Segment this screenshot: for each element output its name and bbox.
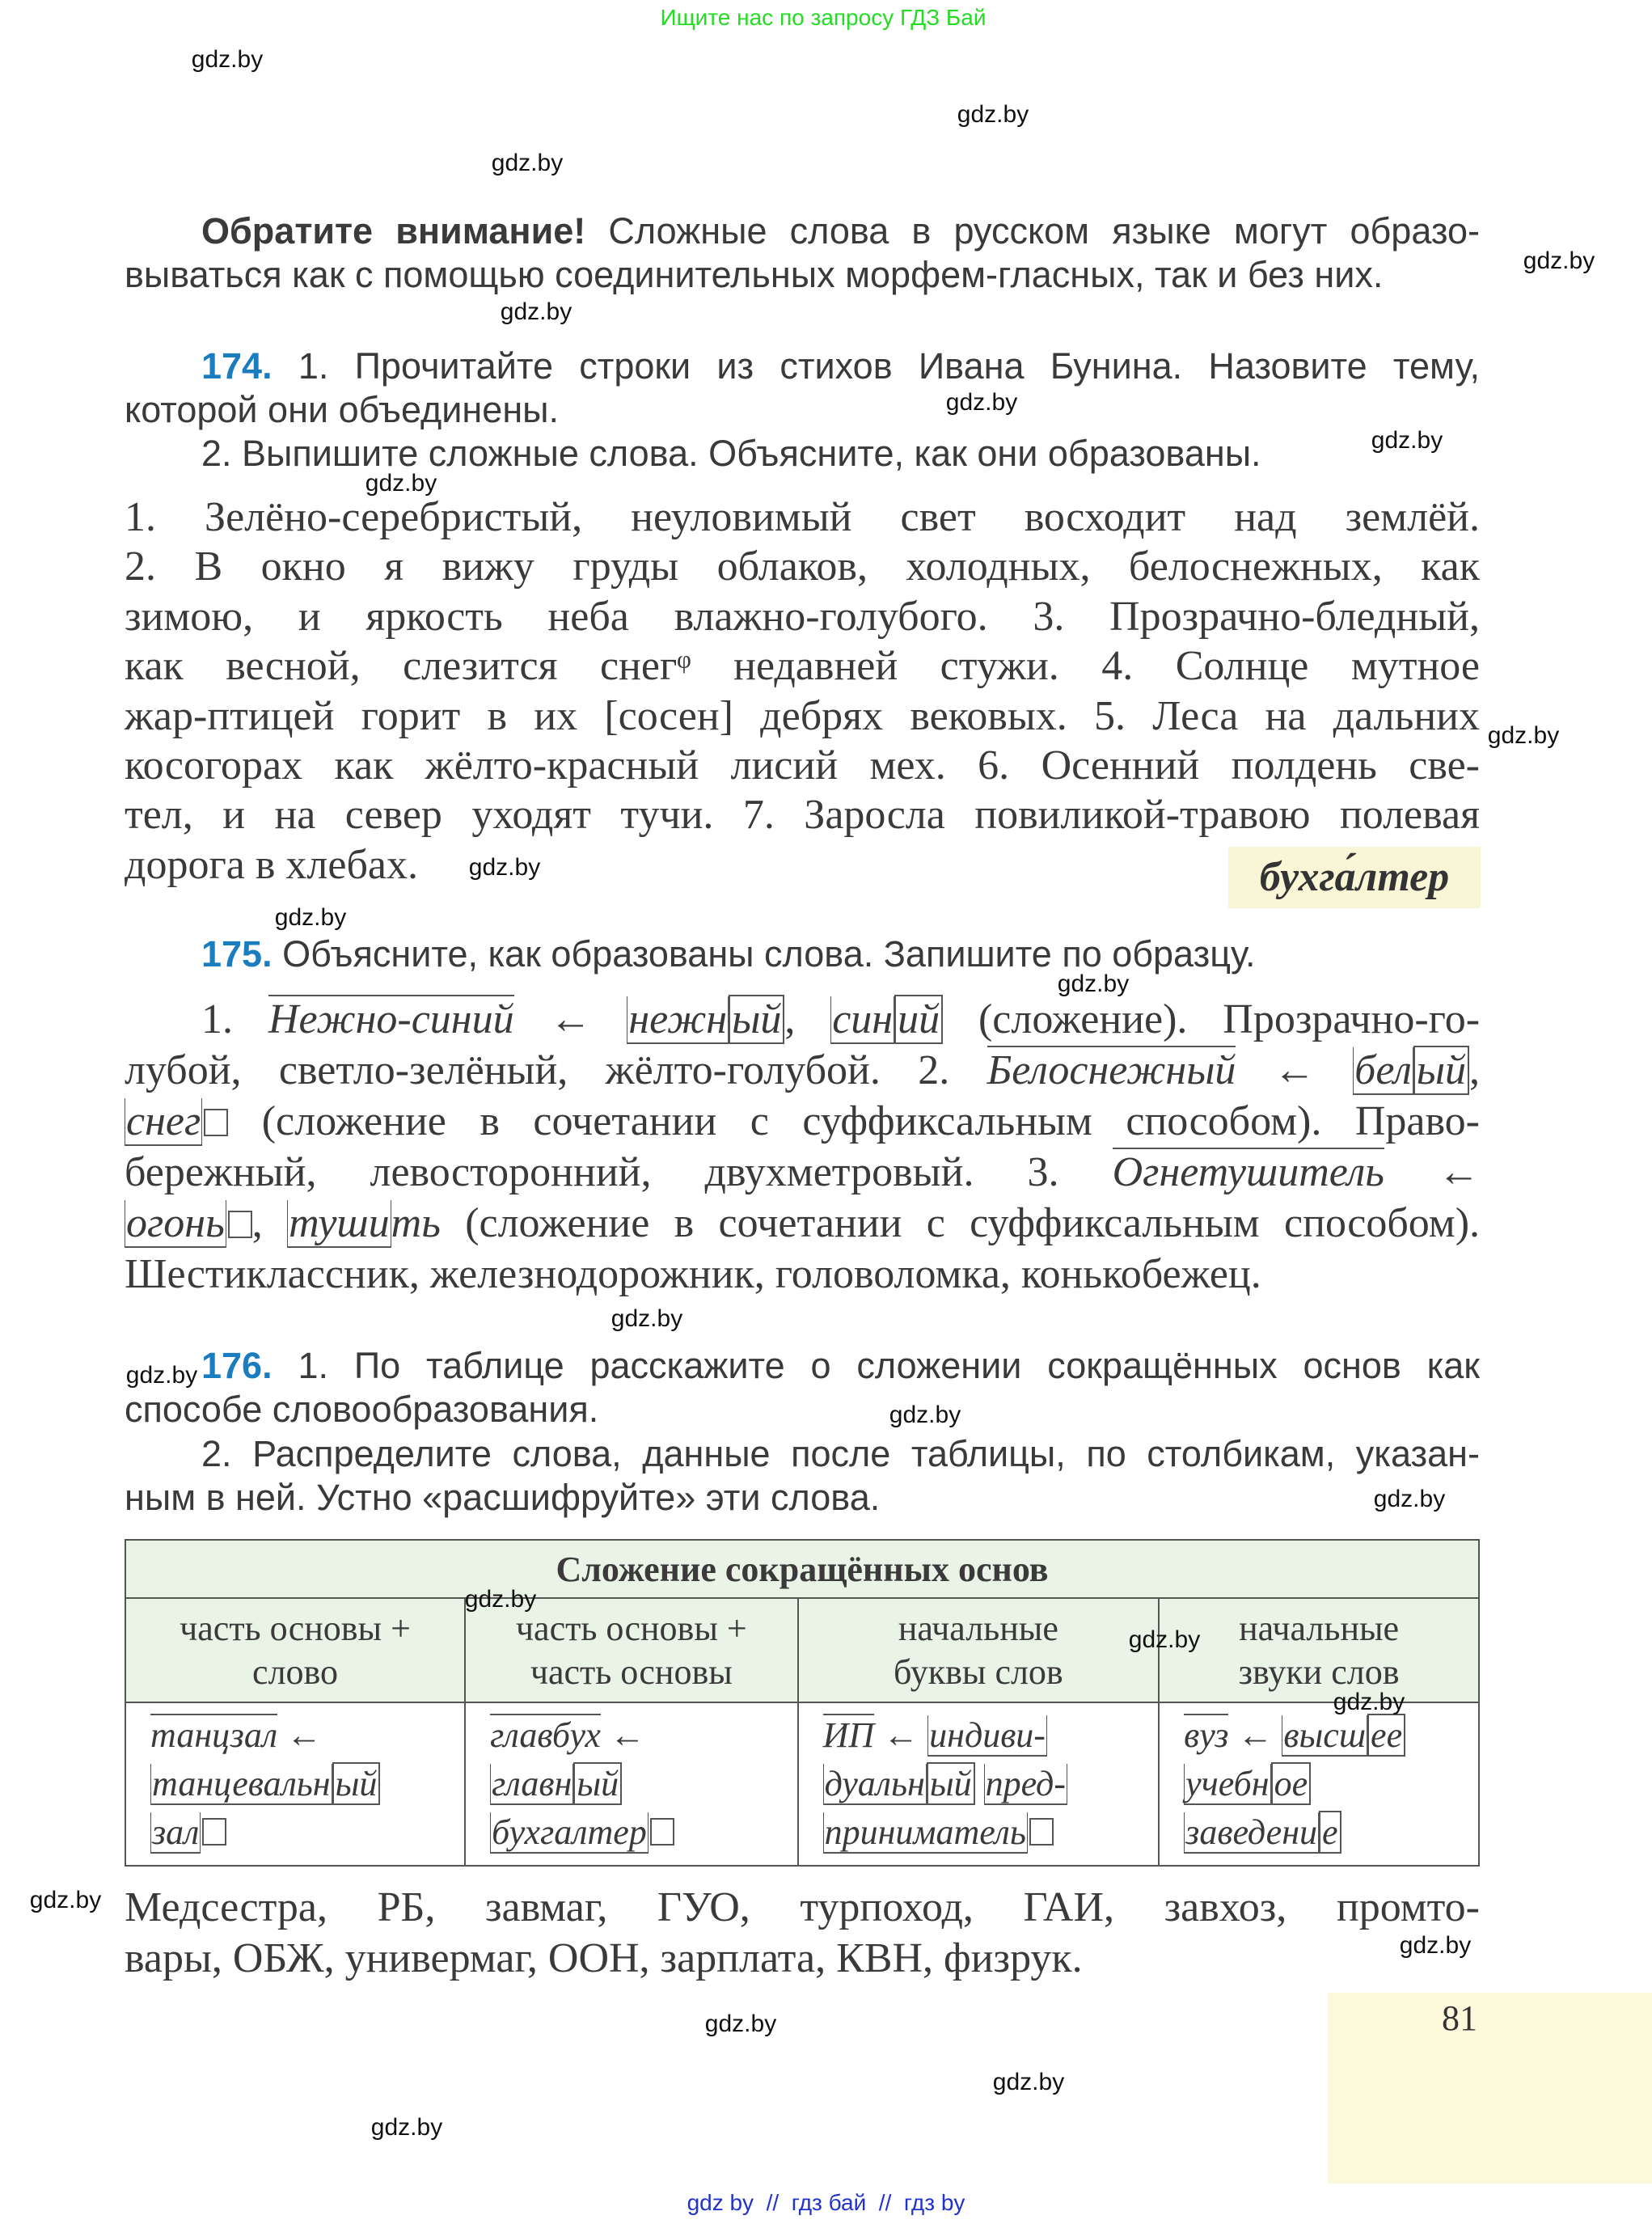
text: ← xyxy=(1236,1047,1354,1093)
table-cell xyxy=(1159,1702,1479,1866)
text: лубой, светло-зелёный, жёлто-голубой. 2. xyxy=(125,1047,987,1093)
watermark: gdz.by xyxy=(889,1402,961,1428)
note-bold: Обратите внимание! xyxy=(201,210,586,252)
word-root: заведени xyxy=(1185,1812,1318,1852)
note-line-2: вываться как с помощью соединительных морфем-гласных, так и без них. xyxy=(125,254,1384,295)
ex175-line xyxy=(125,1148,1480,1197)
word-ending: ое xyxy=(1271,1762,1312,1805)
poem-line: тел, и на север уходят тучи. 7. Заросла повиликой-травою полевая xyxy=(125,792,1480,839)
ex176-line-4: ным в ней. Устно «расшифруйте» эти слова. xyxy=(125,1477,881,1518)
text: Шестиклассник, железнодорожник, головоломка, конькобежец. xyxy=(125,1251,1261,1297)
exercise-number: 175. xyxy=(201,933,273,975)
column-header xyxy=(465,1598,798,1702)
page-number: 81 xyxy=(1442,1998,1477,2038)
table-header-row xyxy=(125,1598,1479,1702)
watermark: gdz.by xyxy=(1333,1689,1405,1715)
ex175-line xyxy=(125,1097,1480,1146)
watermark: gdz.by xyxy=(1371,427,1443,454)
table-cell xyxy=(125,1702,465,1866)
watermark: gdz.by xyxy=(1523,247,1595,274)
column-header-line: часть основы + xyxy=(515,1608,747,1648)
ex176-line-3: 2. Распределите слова, данные после таблицы, по столбикам, указан- xyxy=(201,1433,1480,1474)
cell-line xyxy=(150,1808,440,1857)
text: ← xyxy=(600,1715,645,1755)
column-header-line: буквы слов xyxy=(894,1651,1063,1692)
text: 1. xyxy=(201,996,268,1042)
column-header-line: слово xyxy=(252,1651,339,1692)
words-line-2: вары, ОБЖ, универмаг, ООН, зарплата, КВН, физрук. xyxy=(125,1935,1083,1981)
word-root: танцевальн xyxy=(152,1764,331,1803)
words-line-1: Медсестра, РБ, завмаг, ГУО, турпоход, ГАИ, завхоз, промто- xyxy=(125,1884,1480,1930)
column-header xyxy=(125,1598,465,1702)
compound-word: Огнетушитель xyxy=(1112,1149,1384,1195)
note-text: Сложные слова в русском языке могут образо- xyxy=(585,210,1480,252)
cell-line xyxy=(1184,1711,1454,1760)
exercise-number: 176. xyxy=(201,1345,273,1386)
text: ← xyxy=(874,1715,928,1755)
word-root: приниматель xyxy=(824,1812,1026,1852)
word-root: нежн xyxy=(628,996,728,1042)
text: ← xyxy=(1228,1715,1282,1755)
word-root: учебн xyxy=(1185,1764,1270,1803)
compound-word: Белоснежный xyxy=(987,1047,1236,1093)
ex175-line xyxy=(125,1250,1480,1299)
compound-word: главбух xyxy=(490,1715,601,1755)
column-header xyxy=(798,1598,1160,1702)
search-banner[interactable]: Ищите нас по запросу ГДЗ Бай xyxy=(660,5,987,30)
word-root: главн xyxy=(492,1764,572,1803)
word-ending: ый xyxy=(927,1762,975,1805)
word-root: пред- xyxy=(985,1764,1066,1803)
watermark: gdz.by xyxy=(125,1362,198,1389)
word-ending: ый xyxy=(573,1762,622,1805)
null-ending-icon xyxy=(204,1109,228,1136)
column-header-line: часть основы xyxy=(530,1651,733,1692)
ex174-text: 1. Прочитайте строки из стихов Ивана Бунина. Назовите тему, xyxy=(272,345,1480,387)
poem-line: косогорах как жёлто-красный лисий мех. 6. Осенний полдень све- xyxy=(125,742,1480,789)
poem-line: дорога в хлебах. xyxy=(125,841,418,888)
word-root: индиви- xyxy=(929,1715,1046,1755)
column-header xyxy=(1159,1598,1479,1702)
watermark: gdz.by xyxy=(500,298,572,325)
cell-line xyxy=(490,1711,773,1760)
word-root: снег xyxy=(126,1098,201,1144)
poem-line: 2. В окно я вижу груды облаков, холодных, белоснежных, как xyxy=(125,543,1480,590)
word-ending: ый xyxy=(332,1762,381,1805)
ex175-line xyxy=(125,1046,1480,1095)
watermark: gdz.by xyxy=(992,2069,1065,2095)
watermark: gdz.by xyxy=(1128,1626,1201,1653)
text: , xyxy=(251,1200,288,1246)
watermark: gdz.by xyxy=(274,904,347,931)
word-ending: ый xyxy=(729,995,784,1044)
watermark: gdz.by xyxy=(704,2010,777,2037)
table-cell xyxy=(465,1702,798,1866)
compound-word: ИП xyxy=(822,1715,875,1755)
watermark: gdz.by xyxy=(611,1305,683,1332)
watermark: gdz.by xyxy=(370,2114,443,2141)
poem-line: как весной, слезится снегᵠ недавней стужи. 4. Солнце мутное xyxy=(125,643,1480,690)
text: , xyxy=(1469,1047,1481,1093)
footer-links[interactable]: gdz by // гдз бай // гдз by xyxy=(687,2190,965,2215)
watermark: gdz.by xyxy=(464,1586,537,1613)
text: , xyxy=(784,996,831,1042)
watermark: gdz.by xyxy=(1399,1932,1472,1959)
poem-line: 1. Зелёно-серебристый, неуловимый свет восходит над землёй. xyxy=(125,494,1480,540)
ex175-line xyxy=(201,996,1480,1044)
watermark: gdz.by xyxy=(1487,722,1560,749)
column-header-line: начальные xyxy=(1239,1608,1400,1648)
text: бережный, левосторонний, двухметровый. 3. xyxy=(125,1149,1113,1195)
column-header-line: звуки слов xyxy=(1238,1651,1400,1692)
exercise-number: 174. xyxy=(201,345,273,387)
word-root: высш xyxy=(1283,1715,1367,1755)
word-ending: ий xyxy=(894,995,943,1044)
word-root: туши xyxy=(289,1200,390,1246)
null-ending-icon xyxy=(228,1211,252,1238)
word-root: син xyxy=(832,996,894,1042)
suffix: ть xyxy=(391,1200,441,1246)
watermark: gdz.by xyxy=(29,1887,102,1913)
compound-word: танцзал xyxy=(150,1715,278,1755)
text: ← xyxy=(513,996,627,1042)
null-ending-icon xyxy=(650,1818,674,1846)
ex175-task xyxy=(201,932,1480,976)
text: (сложение в сочетании с суффиксальным способом). Право- xyxy=(228,1098,1480,1144)
word-root: бел xyxy=(1354,1047,1412,1093)
cell-line xyxy=(490,1760,773,1808)
ex174-line-1 xyxy=(201,345,1480,388)
cell-line xyxy=(150,1711,440,1760)
cell-line xyxy=(150,1760,440,1808)
ex175-text: Объясните, как образованы слова. Запишите по образцу. xyxy=(272,933,1256,975)
watermark: gdz.by xyxy=(957,101,1029,128)
compound-table xyxy=(125,1539,1480,1867)
text xyxy=(975,1764,984,1803)
table-row xyxy=(125,1702,1479,1866)
column-header-line: начальные xyxy=(898,1608,1058,1648)
ex176-line-2: способе словообразования. xyxy=(125,1389,599,1430)
null-ending-icon xyxy=(1029,1818,1054,1846)
watermark: gdz.by xyxy=(491,150,564,176)
cell-line xyxy=(1184,1760,1454,1808)
word-root: дуальн xyxy=(824,1764,925,1803)
word-root: огонь xyxy=(126,1200,225,1246)
word-root: зал xyxy=(152,1812,200,1852)
word-ending: ый xyxy=(1413,1046,1469,1095)
word-ending: е xyxy=(1319,1811,1341,1854)
cell-line xyxy=(490,1808,773,1857)
word-ending: ее xyxy=(1367,1714,1405,1757)
note-line-1 xyxy=(201,209,1480,253)
ex176-line-1 xyxy=(201,1344,1480,1388)
column-header-line: часть основы + xyxy=(180,1608,411,1648)
text: ← xyxy=(277,1715,323,1755)
watermark: gdz.by xyxy=(1057,970,1130,997)
cell-line xyxy=(1184,1808,1454,1857)
vocabulary-word: бухга́лтер xyxy=(1228,847,1481,908)
cell-line xyxy=(823,1711,1134,1760)
watermark: gdz.by xyxy=(1373,1486,1446,1512)
ex175-line xyxy=(125,1199,1480,1248)
watermark: gdz.by xyxy=(945,389,1018,416)
text: (сложение). Прозрачно-го- xyxy=(943,996,1481,1042)
ex174-line-3: 2. Выпишите сложные слова. Объясните, как они образованы. xyxy=(201,433,1261,474)
text: ← xyxy=(1384,1149,1480,1195)
null-ending-icon xyxy=(202,1818,226,1846)
text: (сложение в сочетании с суффиксальным способом). xyxy=(440,1200,1481,1246)
cell-line xyxy=(823,1760,1134,1808)
table-title: Сложение сокращённых основ xyxy=(125,1540,1479,1598)
watermark: gdz.by xyxy=(468,854,541,881)
compound-word: Нежно-синий xyxy=(268,996,514,1042)
ex176-text: 1. По таблице расскажите о сложении сокращённых основ как xyxy=(272,1345,1480,1386)
ex174-line-2: которой они объединены. xyxy=(125,389,560,430)
compound-word: вуз xyxy=(1184,1715,1229,1755)
poem-line: зимою, и яркость неба влажно-голубого. 3. Прозрачно-бледный, xyxy=(125,593,1480,640)
table-cell xyxy=(798,1702,1160,1866)
cell-line xyxy=(823,1808,1134,1857)
watermark: gdz.by xyxy=(191,46,264,73)
watermark: gdz.by xyxy=(365,470,437,497)
word-root: бухгалтер xyxy=(492,1812,647,1852)
poem-line: жар-птицей горит в их [сосен] дебрях вековых. 5. Леса на дальних xyxy=(125,692,1480,739)
